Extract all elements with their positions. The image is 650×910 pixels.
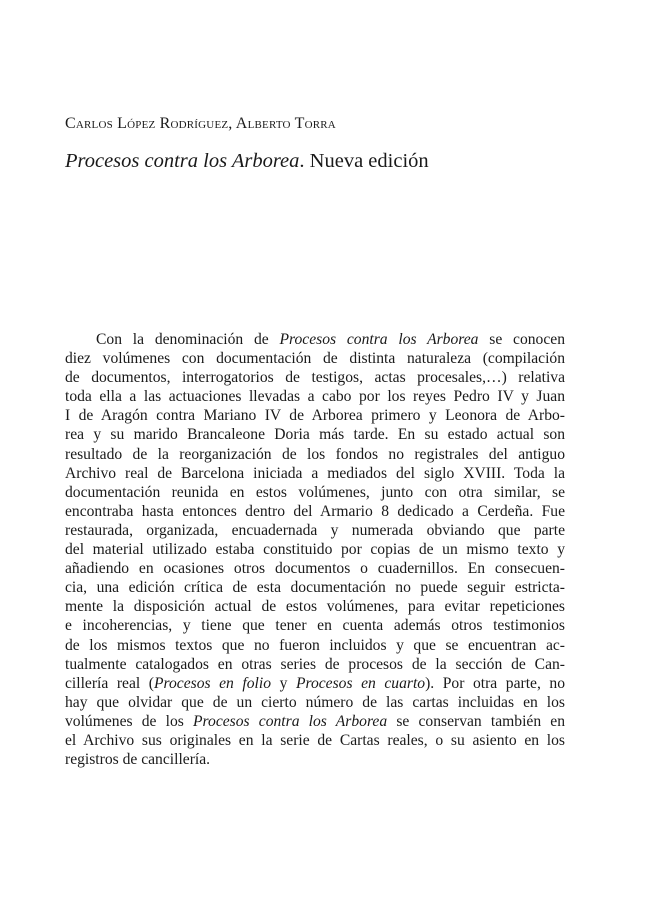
line-text: resultado de la reorganización de los fondos no registrales del antiguo bbox=[65, 445, 565, 463]
article-title-italic: Procesos contra los Arborea bbox=[65, 150, 300, 172]
line-text: se conservan también en bbox=[387, 712, 566, 730]
article-title-rest: . Nueva edición bbox=[299, 150, 429, 172]
paragraph-line bbox=[65, 693, 565, 712]
paragraph-line bbox=[65, 731, 565, 750]
paragraph-line bbox=[65, 578, 565, 597]
line-text: rea y su marido Brancaleone Doria más tarde. En su estado actual son bbox=[65, 426, 565, 444]
line-text: restaurada, organizada, encuadernada y numerada obviando que parte bbox=[65, 521, 565, 539]
line-text: Con la denominación de bbox=[96, 331, 280, 348]
line-text: registros de cancillería. bbox=[65, 751, 211, 769]
line-text: añadiendo en ocasiones otros documentos o cuadernillos. En consecuen- bbox=[65, 560, 565, 578]
line-text: diez volúmenes con documentación de distinta naturaleza (compilación bbox=[65, 350, 565, 368]
line-text: hay que olvidar que de un cierto número de las cartas incluidas en los bbox=[65, 693, 565, 711]
authors-line: Carlos López Rodríguez, Alberto Torra bbox=[65, 115, 336, 132]
line-text: del material utilizado estaba constituido por copias de un mismo texto y bbox=[65, 541, 565, 559]
line-text: Archivo real de Barcelona iniciada a mediados del siglo XVIII. Toda la bbox=[65, 464, 565, 482]
paragraph-line bbox=[65, 368, 565, 387]
line-text: mente la disposición actual de estos volúmenes, para evitar repeticiones bbox=[65, 598, 565, 616]
paragraph-line bbox=[65, 597, 565, 616]
line-text: documentación reunida en estos volúmenes, junto con otra similar, se bbox=[65, 483, 565, 501]
italic-title-reference: Procesos en folio bbox=[153, 674, 272, 692]
line-text: e incoherencias, y tiene que tener en cuenta además otros testimonios bbox=[65, 617, 565, 635]
article-title bbox=[65, 150, 585, 173]
line-text: de documentos, interrogatorios de testigos, actas procesales,…) relativa bbox=[65, 369, 565, 387]
line-text: cillería real ( bbox=[65, 674, 154, 692]
line-text: cia, una edición crítica de esta documentación no puede seguir estricta- bbox=[65, 579, 565, 597]
paragraph-line bbox=[65, 445, 565, 464]
line-text: el Archivo sus originales en la serie de Cartas reales, o su asiento en los bbox=[65, 731, 565, 749]
paragraph-line bbox=[65, 712, 565, 731]
paragraph-line bbox=[65, 521, 565, 540]
paragraph-line bbox=[65, 464, 565, 483]
line-text: toda ella a las actuaciones llevadas a cabo por los reyes Pedro IV y Juan bbox=[65, 388, 565, 406]
line-text: tualmente catalogados en otras series de procesos de la sección de Can- bbox=[65, 655, 565, 673]
italic-title-reference: Procesos en cuarto bbox=[295, 674, 426, 692]
line-text: se conocen bbox=[478, 331, 565, 348]
paragraph-line bbox=[65, 655, 565, 674]
body-paragraph bbox=[65, 330, 565, 769]
line-text: y bbox=[271, 674, 296, 692]
line-text: encontraba hasta entonces dentro del Armario 8 dedicado a Cerdeña. Fue bbox=[65, 502, 565, 520]
line-text: volúmenes de los bbox=[65, 712, 194, 730]
paragraph-line bbox=[65, 616, 565, 635]
italic-title-reference: Procesos contra los Arborea bbox=[193, 712, 388, 730]
paragraph-line bbox=[65, 406, 565, 425]
paragraph-line bbox=[65, 750, 565, 769]
paragraph-line bbox=[65, 330, 565, 349]
line-text: ). Por otra parte, no bbox=[425, 674, 565, 692]
paragraph-line bbox=[65, 425, 565, 444]
paragraph-line bbox=[65, 674, 565, 693]
paragraph-line bbox=[65, 540, 565, 559]
paragraph-line bbox=[65, 559, 565, 578]
paragraph-line bbox=[65, 502, 565, 521]
paragraph-line bbox=[65, 349, 565, 368]
paragraph-line bbox=[65, 636, 565, 655]
paragraph-line bbox=[65, 483, 565, 502]
line-text: de los mismos textos que no fueron incluidos y que se encuentran ac- bbox=[65, 636, 565, 654]
paragraph-line bbox=[65, 387, 565, 406]
line-text: I de Aragón contra Mariano IV de Arborea primero y Leonora de Arbo- bbox=[65, 407, 565, 425]
italic-title-reference: Procesos contra los Arborea bbox=[279, 331, 479, 348]
